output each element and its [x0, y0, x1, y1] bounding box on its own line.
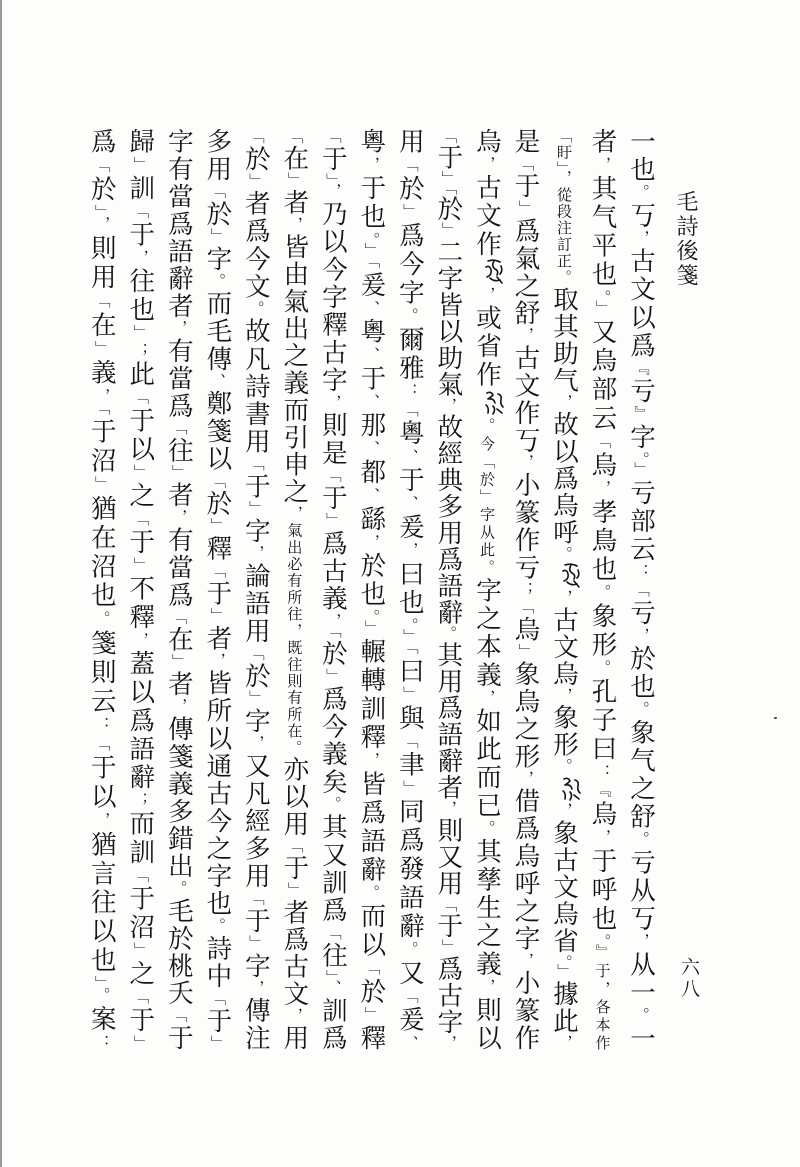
punctuation-mark: 『: [632, 359, 650, 378]
punctuation-mark: 。: [632, 831, 650, 850]
punctuation-mark: ，: [131, 632, 150, 651]
punctuation-mark: 「: [246, 128, 265, 146]
column-text: [472, 415, 502, 436]
punctuation-mark: 「: [554, 128, 573, 145]
punctuation-mark: 「: [323, 128, 342, 146]
annotation-note: 于，各本作: [593, 962, 612, 1050]
punctuation-mark: 「: [285, 837, 304, 855]
punctuation-mark: 」: [92, 340, 111, 360]
punctuation-mark: 、: [362, 299, 381, 319]
column-text: 「在」者，皆由氣出之義而引申之，: [279, 128, 310, 523]
punctuation-mark: ，: [285, 622, 304, 640]
column-text: 亦以用「于」者爲古文，用: [279, 756, 310, 1051]
punctuation-mark: 「: [131, 867, 150, 886]
punctuation-mark: 、: [362, 487, 381, 506]
punctuation-mark: 。: [246, 300, 265, 318]
punctuation-mark: 「: [323, 467, 342, 485]
punctuation-mark: 。: [362, 884, 381, 903]
punctuation-mark: ，: [554, 1034, 573, 1051]
punctuation-mark: 「: [208, 472, 227, 491]
punctuation-mark: 「: [439, 128, 458, 145]
punctuation-mark: 「: [169, 608, 188, 627]
punctuation-mark: 「: [439, 187, 458, 196]
punctuation-mark: 。: [285, 739, 304, 757]
punctuation-mark: 。: [477, 559, 496, 577]
punctuation-mark: 、: [362, 346, 381, 365]
punctuation-mark: ，: [92, 812, 111, 831]
punctuation-mark: 「: [131, 988, 150, 1007]
punctuation-mark: 「: [246, 645, 265, 663]
punctuation-mark: ，: [208, 652, 227, 670]
punctuation-mark: 」: [246, 172, 265, 191]
punctuation-mark: 。: [439, 625, 458, 642]
punctuation-mark: ，: [593, 156, 612, 175]
punctuation-mark: 。: [477, 819, 496, 838]
punctuation-mark: 、: [208, 372, 227, 391]
punctuation-mark: 『: [593, 782, 612, 801]
column-text: 烏，古文作: [471, 128, 502, 259]
punctuation-mark: 、: [323, 979, 342, 997]
text-column-2: [583, 128, 622, 1050]
punctuation-mark: ，: [92, 215, 111, 235]
column-text: 爲「於」，則用「在」義，「于沼」猶在沼也。箋則云：「于以，猶言往以也」。案：: [86, 128, 117, 1050]
punctuation-mark: 。: [632, 701, 650, 720]
text-column-11: [236, 128, 275, 1050]
punctuation-mark: 」: [92, 204, 111, 216]
punctuation-mark: 「: [593, 432, 612, 452]
punctuation-mark: 」: [554, 161, 573, 171]
punctuation-mark: ，: [131, 249, 150, 268]
text-column-7: [390, 128, 429, 1050]
running-head-title: 毛詩後箋: [673, 190, 698, 288]
punctuation-mark: 「: [131, 510, 150, 529]
punctuation-mark: 。: [554, 269, 573, 286]
punctuation-mark: 「: [400, 987, 419, 1007]
punctuation-mark: ；: [131, 792, 150, 808]
punctuation-mark: 。: [208, 272, 227, 291]
main-text-block: [82, 128, 660, 1050]
punctuation-mark: ，: [593, 980, 612, 999]
punctuation-mark: 「: [439, 896, 458, 913]
text-column-10: [275, 128, 314, 1050]
punctuation-mark: 「: [92, 156, 111, 176]
punctuation-mark: 、: [400, 495, 419, 514]
punctuation-mark: ；: [131, 342, 150, 358]
punctuation-mark: 」: [400, 779, 419, 799]
punctuation-mark: ，: [554, 393, 573, 411]
punctuation-mark: 」: [323, 512, 342, 530]
scan-speck: [774, 717, 777, 719]
punctuation-mark: ，: [362, 533, 381, 553]
annotation-note: 今「於」字从此。: [477, 435, 496, 577]
punctuation-mark: 。: [632, 451, 650, 462]
punctuation-mark: 「: [92, 406, 111, 419]
punctuation-mark: 。: [400, 307, 419, 326]
punctuation-mark: ，: [285, 505, 304, 523]
text-column-8: [352, 128, 391, 1050]
punctuation-mark: ，: [554, 170, 573, 187]
punctuation-mark: 「: [632, 581, 650, 600]
punctuation-mark: ，: [169, 320, 188, 338]
punctuation-mark: 」: [246, 500, 265, 518]
punctuation-mark: 」: [169, 653, 188, 671]
punctuation-mark: ，: [323, 612, 342, 631]
punctuation-mark: 』: [593, 944, 612, 963]
punctuation-mark: ，: [323, 183, 342, 201]
column-text: 粵，于也。」「爰、粵、于、那、都、繇，於也。」輾轉訓釋，皆爲語辭。而以「於」釋: [356, 128, 387, 1051]
column-text: 「于」「於」二字皆以助氣，故經典多用爲語辭。其用爲語辭者，則又用「于」爲古字，: [433, 128, 464, 1051]
ancient-wu-abbreviated-glyph: [482, 389, 506, 415]
punctuation-mark: ，: [285, 216, 304, 234]
punctuation-mark: 」: [246, 690, 265, 708]
punctuation-mark: 。: [593, 659, 612, 679]
punctuation-mark: ，: [477, 978, 496, 997]
punctuation-mark: 。: [593, 584, 612, 603]
punctuation-mark: 。: [632, 184, 650, 202]
text-column-13: [159, 128, 198, 1050]
punctuation-mark: 」: [400, 203, 419, 222]
punctuation-mark: 「: [169, 419, 188, 438]
punctuation-mark: 」: [131, 1035, 150, 1051]
punctuation-mark: ：: [632, 563, 650, 582]
punctuation-mark: 「: [208, 990, 227, 1008]
punctuation-mark: 。: [169, 880, 188, 898]
punctuation-mark: ，: [516, 770, 535, 788]
punctuation-mark: 」: [593, 300, 612, 319]
punctuation-mark: 」: [92, 975, 111, 987]
text-column-1: [621, 128, 660, 1050]
punctuation-mark: 「: [516, 155, 535, 173]
punctuation-mark: ，: [632, 627, 650, 646]
annotation-note: 「盱」，從段注訂正。: [554, 128, 573, 286]
text-column-15: [82, 128, 121, 1050]
punctuation-mark: ，: [400, 542, 419, 561]
punctuation-mark: 」: [516, 643, 535, 661]
punctuation-mark: 「: [131, 389, 150, 408]
column-text: 歸」訓「于，往也」；此「于以」之「于」不釋，蓋以爲語辭；而訓「于沼」之「于」: [125, 128, 156, 1051]
annotation-note: 氣出必有所往，既往則有所在。: [285, 522, 304, 757]
punctuation-mark: ，: [246, 545, 265, 563]
punctuation-mark: 」: [400, 628, 419, 647]
punctuation-mark: 。: [554, 545, 573, 563]
punctuation-mark: ，: [285, 1007, 304, 1025]
punctuation-mark: 。: [208, 917, 227, 936]
text-column-12: [198, 128, 237, 1050]
punctuation-mark: 「: [400, 401, 419, 420]
punctuation-mark: 「: [400, 156, 419, 175]
punctuation-mark: ，: [516, 454, 535, 472]
punctuation-mark: 。: [400, 940, 419, 960]
punctuation-mark: ：: [92, 716, 111, 736]
column-text: 是「于」爲氣之舒，古文作丂，小篆作亏；「烏」象烏之形，借爲烏呼之字，小篆作: [510, 128, 541, 1050]
punctuation-mark: 「: [362, 260, 381, 272]
punctuation-mark: ，: [439, 800, 458, 817]
punctuation-mark: ，: [362, 156, 381, 175]
punctuation-mark: ，: [516, 327, 535, 345]
text-column-6: [429, 128, 468, 1050]
punctuation-mark: 」: [400, 685, 419, 705]
punctuation-mark: 。: [554, 758, 573, 776]
punctuation-mark: 。: [477, 415, 496, 436]
punctuation-mark: 』: [632, 405, 650, 424]
punctuation-mark: 」: [323, 667, 342, 686]
punctuation-mark: 」: [208, 1035, 227, 1051]
ancient-wu-glyph: [559, 562, 583, 588]
punctuation-mark: 」: [439, 939, 458, 956]
punctuation-mark: ，: [593, 479, 612, 499]
punctuation-mark: 」: [131, 941, 150, 961]
punctuation-mark: 」: [246, 935, 265, 953]
punctuation-mark: 」: [554, 964, 573, 981]
text-column-3: [544, 128, 583, 1050]
punctuation-mark: 「: [285, 128, 304, 145]
punctuation-mark: 「: [400, 646, 419, 658]
punctuation-mark: 。: [554, 954, 573, 965]
punctuation-mark: 、: [362, 440, 381, 459]
punctuation-mark: ，: [246, 735, 265, 753]
column-text: ，象古文烏省。」據此，: [548, 801, 579, 1051]
punctuation-mark: ，: [169, 509, 188, 527]
punctuation-mark: 」: [323, 173, 342, 184]
punctuation-mark: 、: [400, 1034, 419, 1051]
punctuation-mark: 。: [323, 796, 342, 814]
punctuation-mark: 」: [131, 324, 150, 343]
column-text: 字有當爲語辭者，有當爲「往」者，有當爲「在」者，傳箋義多錯出。毛於桃夭「于: [163, 128, 194, 1050]
punctuation-mark: 」: [208, 227, 227, 246]
punctuation-mark: 。: [593, 933, 612, 945]
punctuation-mark: 」: [131, 156, 150, 175]
punctuation-mark: ，: [593, 829, 612, 848]
column-text: 「於」者爲今文。故凡詩書用「于」字，論語用「於」字，又凡經多用「于」字，傳注: [240, 128, 271, 1051]
punctuation-mark: ，: [477, 284, 496, 305]
punctuation-mark: ，: [516, 952, 535, 970]
ancient-wu-abbreviated-glyph: [559, 775, 583, 801]
punctuation-mark: ：: [92, 1034, 111, 1050]
punctuation-mark: 「: [323, 924, 342, 942]
punctuation-mark: 。: [400, 617, 419, 629]
punctuation-mark: ：: [400, 383, 419, 402]
punctuation-mark: ：: [593, 763, 612, 783]
punctuation-mark: 」: [131, 557, 150, 576]
ancient-wu-glyph: [482, 258, 506, 284]
page-number: 六八: [678, 957, 700, 1001]
column-text: 者，其气平也。」又烏部云「烏，孝鳥也。象形。孔子曰：『烏，于呼也。』: [587, 128, 618, 963]
punctuation-mark: 」: [285, 172, 304, 190]
punctuation-mark: ，: [554, 588, 573, 607]
punctuation-mark: 「: [246, 890, 265, 908]
punctuation-mark: ，: [439, 1034, 458, 1051]
punctuation-mark: 「: [323, 630, 342, 641]
punctuation-mark: ，: [554, 801, 573, 820]
punctuation-mark: ，: [169, 698, 188, 716]
column-text: 一也。丂，古文以爲『亏』字。」亏部云：「亏，於也。象气之舒。亏从丂，从一。一: [626, 128, 656, 1051]
punctuation-mark: 」: [362, 1006, 381, 1025]
punctuation-mark: ，: [246, 979, 265, 998]
punctuation-mark: 「: [208, 562, 227, 580]
punctuation-mark: 「: [92, 735, 111, 755]
text-column-4: [506, 128, 545, 1050]
punctuation-mark: 。: [632, 1007, 650, 1025]
text-column-5: [467, 128, 506, 1050]
punctuation-mark: 「: [208, 183, 227, 201]
column-text: ，或省作: [471, 284, 502, 390]
punctuation-mark: 「: [400, 732, 419, 752]
punctuation-mark: 」: [362, 619, 381, 639]
punctuation-mark: 。: [92, 610, 111, 630]
punctuation-mark: 」: [323, 969, 342, 980]
punctuation-mark: ，: [632, 933, 650, 951]
punctuation-mark: 」: [131, 464, 150, 483]
column-text: ，古文烏，象形。: [548, 588, 579, 776]
punctuation-mark: 」: [516, 200, 535, 218]
text-column-14: [121, 128, 160, 1050]
punctuation-mark: 」: [208, 607, 227, 625]
column-text: 「于」，乃以今字釋古字，則是「于」爲古義，「於」爲今義矣。其又訓爲「往」、訓爲: [317, 128, 348, 1051]
column-text: 字之本義，如此而已。其孳生之義，則以: [471, 576, 502, 1050]
punctuation-mark: ，: [439, 397, 458, 414]
punctuation-mark: 「: [92, 292, 111, 312]
punctuation-mark: 。: [593, 289, 612, 301]
punctuation-mark: 。: [362, 609, 381, 620]
punctuation-mark: 」: [208, 517, 227, 536]
punctuation-mark: 「: [131, 202, 150, 222]
punctuation-mark: 「: [246, 455, 265, 473]
punctuation-mark: 。: [362, 231, 381, 243]
column-text: 用「於」爲今字。爾雅：「粵、于、爰，曰也。」「曰」與「聿」同爲發語辭。又「爰、: [394, 128, 425, 1051]
page-edge-line: [0, 0, 2, 1167]
column-text: 取其助气，故以爲烏呼。: [548, 285, 579, 563]
punctuation-mark: 」: [285, 882, 304, 900]
punctuation-mark: 」: [439, 170, 458, 188]
text-column-9: [313, 128, 352, 1050]
punctuation-mark: 「: [477, 453, 496, 472]
punctuation-mark: 「: [516, 596, 535, 616]
punctuation-mark: 」: [362, 242, 381, 261]
punctuation-mark: 」: [439, 222, 458, 239]
punctuation-mark: 」: [632, 461, 650, 480]
punctuation-mark: 、: [362, 393, 381, 412]
punctuation-mark: 」: [92, 476, 111, 495]
punctuation-mark: ，: [323, 394, 342, 412]
punctuation-mark: ，: [92, 388, 111, 407]
punctuation-mark: ，: [632, 229, 650, 248]
column-text: 多用「於」字。而毛傳、鄭箋以「於」釋「于」者，皆所以通古今之字也。詩中「于」: [202, 128, 233, 1051]
punctuation-mark: ，: [362, 752, 381, 771]
punctuation-mark: ，: [554, 687, 573, 705]
punctuation-mark: 。: [92, 986, 111, 1006]
punctuation-mark: 」: [169, 464, 188, 482]
punctuation-mark: 、: [400, 448, 419, 467]
punctuation-mark: ，: [477, 689, 496, 708]
punctuation-mark: ，: [477, 156, 496, 175]
punctuation-mark: 「: [362, 959, 381, 978]
punctuation-mark: 「: [169, 1007, 188, 1025]
punctuation-mark: ；: [516, 581, 535, 597]
punctuation-mark: 」: [477, 488, 496, 507]
